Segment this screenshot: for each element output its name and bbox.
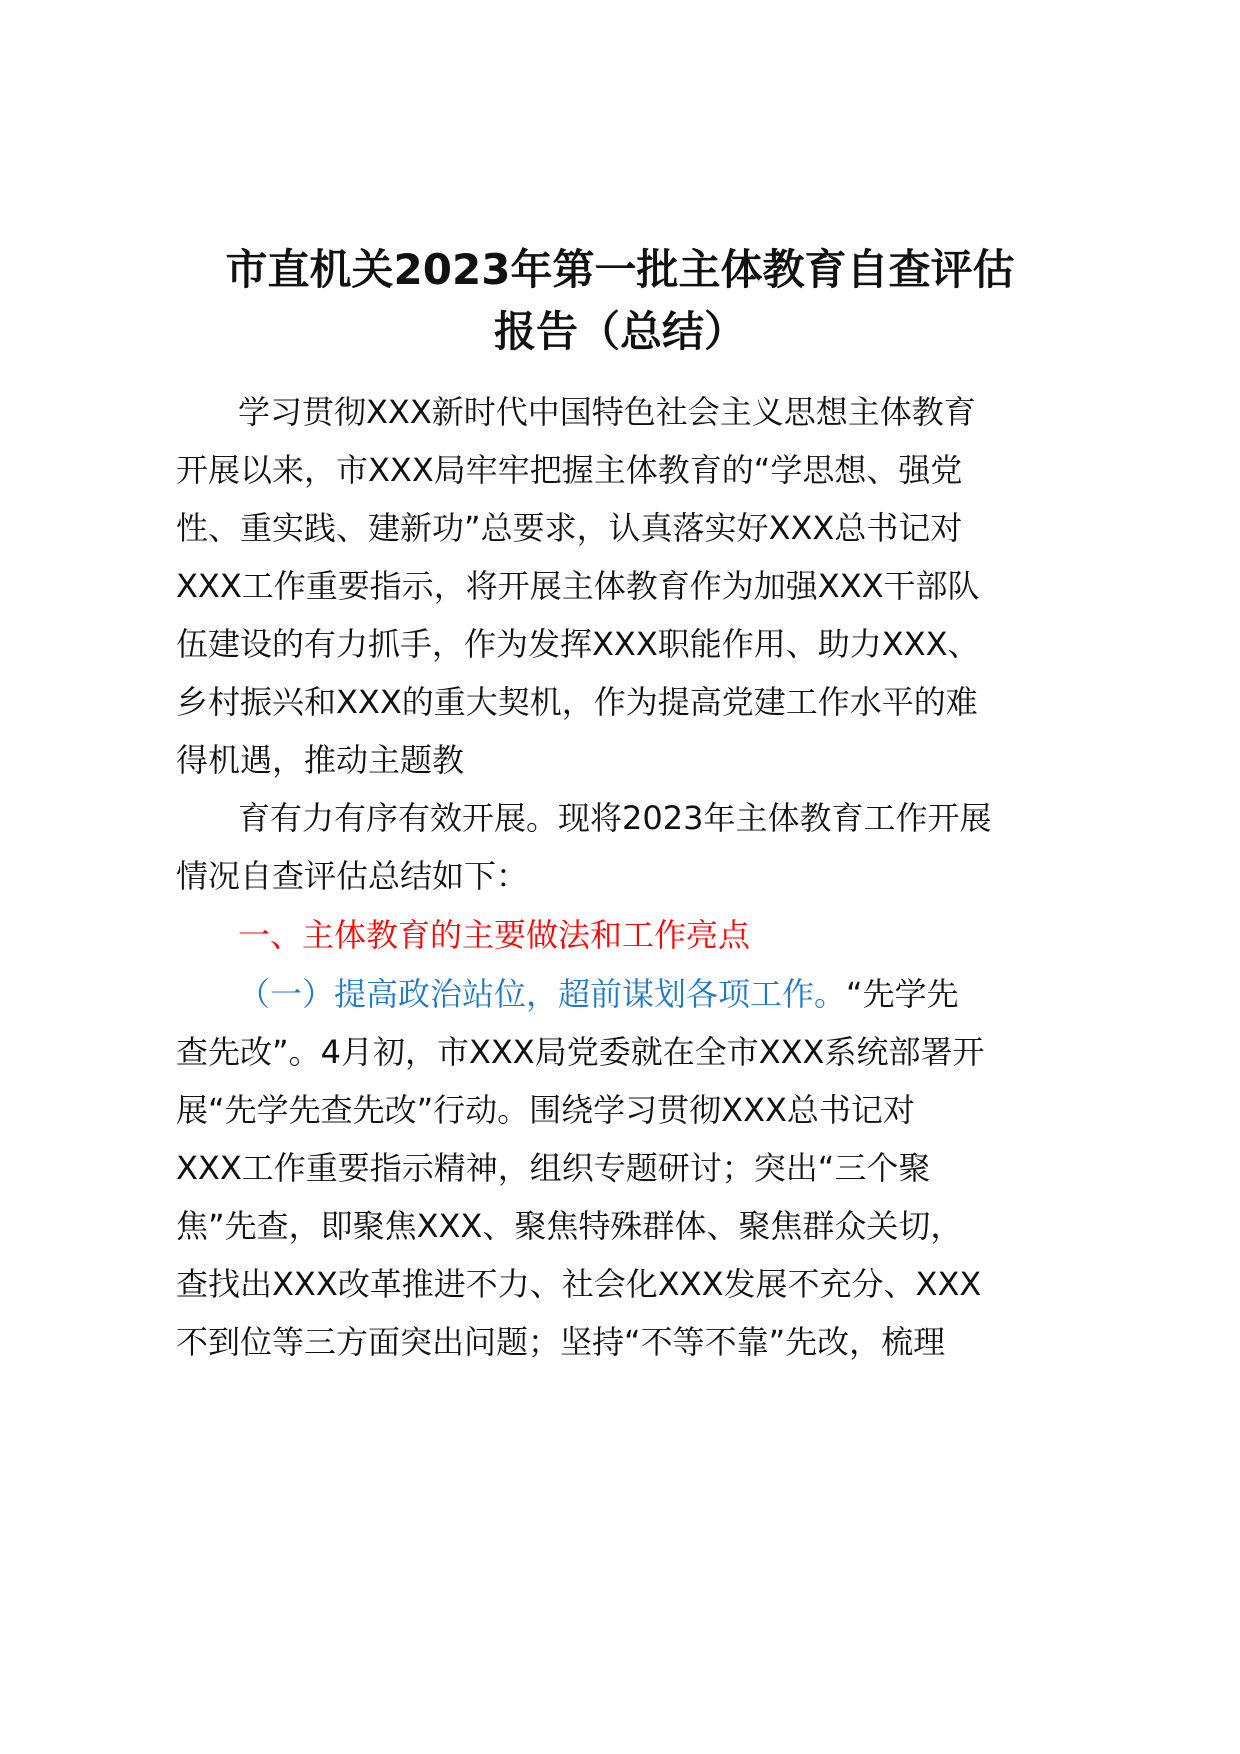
section-heading-1: 一、主体教育的主要做法和工作亮点 — [238, 916, 751, 954]
body-line: 得机遇，推动主题教 — [176, 741, 465, 779]
subsection-heading-line — [238, 970, 959, 1018]
section-line: 不到位等三方面突出问题；坚持“不等不靠”先改，梳理 — [176, 1323, 946, 1361]
document-title-line-1: 市直机关2023年第一批主体教育自查评估 — [225, 245, 1015, 294]
body-line: 学习贯彻XXX新时代中国特色社会主义思想主体教育 — [238, 393, 976, 431]
document-title-line-2: 报告（总结） — [493, 307, 746, 356]
body-line: 乡村振兴和XXX的重大契机，作为提高党建工作水平的难 — [176, 683, 978, 721]
body-line: 伍建设的有力抓手，作为发挥XXX职能作用、助力XXX、 — [176, 625, 980, 663]
subsection-heading-continuation: “先学先 — [846, 975, 959, 1013]
section-line: 查先改”。4月初，市XXX局党委就在全市XXX系统部署开 — [176, 1033, 985, 1071]
section-line: 展“先学先查先改”行动。围绕学习贯彻XXX总书记对 — [176, 1091, 915, 1129]
body-line: XXX工作重要指示，将开展主体教育作为加强XXX干部队 — [176, 567, 980, 605]
body-line: 性、重实践、建新功”总要求，认真落实好XXX总书记对 — [176, 509, 963, 547]
section-line: 查找出XXX改革推进不力、社会化XXX发展不充分、XXX — [176, 1265, 982, 1303]
section-line: XXX工作重要指示精神，组织专题研讨；突出“三个聚 — [176, 1149, 931, 1187]
body-line: 开展以来，市XXX局牢牢把握主体教育的“学思想、强党 — [176, 451, 963, 489]
body-line: 育有力有序有效开展。现将2023年主体教育工作开展 — [238, 799, 992, 837]
section-line: 焦”先查，即聚焦XXX、聚焦特殊群体、聚焦群众关切， — [176, 1207, 963, 1245]
body-line: 情况自查评估总结如下： — [176, 857, 529, 895]
subsection-heading-1: （一）提高政治站位，超前谋划各项工作。 — [238, 975, 847, 1013]
